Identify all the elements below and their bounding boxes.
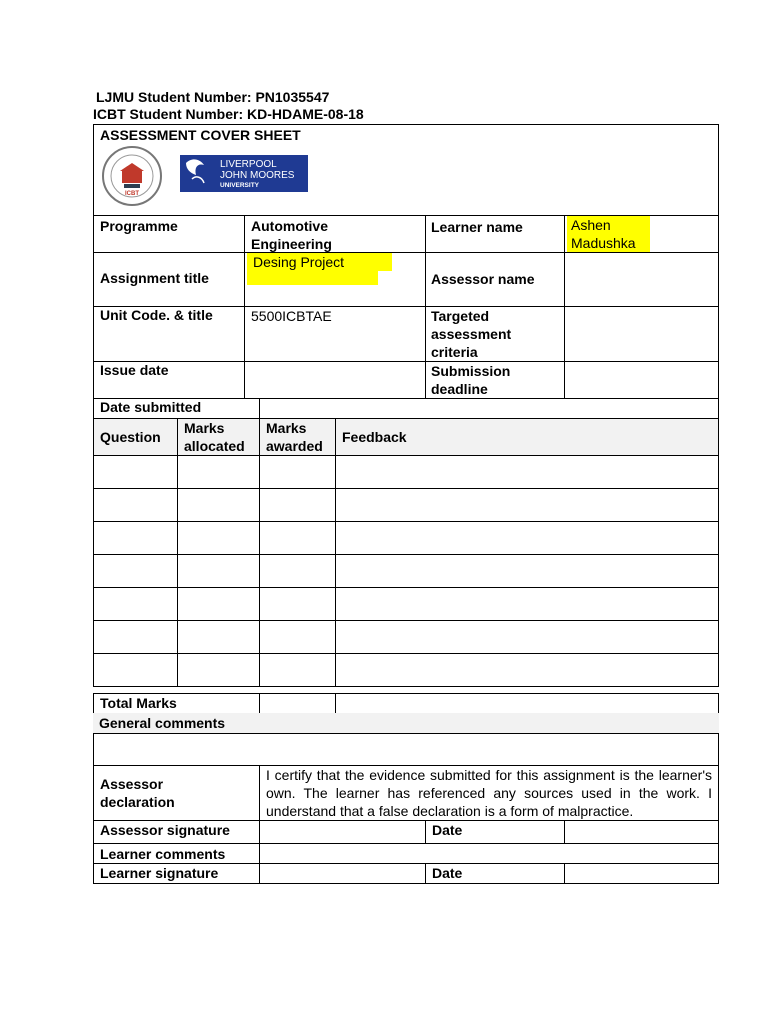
assignment-title-label	[93, 252, 245, 307]
row-question-cell[interactable]	[93, 521, 178, 555]
assessor-name-label-text: Assessor name	[431, 271, 535, 287]
criteria-value[interactable]	[564, 306, 719, 362]
criteria-label-line2: assessment	[431, 326, 512, 342]
row-question-cell[interactable]	[93, 554, 178, 588]
col-awarded-line1: Marks	[266, 420, 307, 436]
col-question	[93, 418, 178, 456]
row-question-cell[interactable]	[93, 488, 178, 522]
row-allocated-cell[interactable]	[177, 521, 260, 555]
programme-value-line2: Engineering	[251, 236, 332, 252]
ljmu-logo	[180, 155, 308, 192]
col-allocated-line2: allocated	[184, 438, 245, 454]
assignment-title-label-text: Assignment title	[100, 270, 209, 286]
icbt-student-number: ICBT Student Number: KD-HDAME-08-18	[93, 106, 364, 122]
learner-signature-value[interactable]	[259, 863, 426, 884]
row-feedback-cell[interactable]	[335, 620, 719, 654]
row-awarded-cell[interactable]	[259, 587, 336, 621]
row-awarded-cell[interactable]	[259, 554, 336, 588]
col-feedback	[335, 418, 719, 456]
date-submitted-value[interactable]	[259, 398, 719, 419]
row-question-cell[interactable]	[93, 455, 178, 489]
learner-name-value	[567, 216, 650, 252]
submission-deadline-value[interactable]	[564, 361, 719, 399]
row-allocated-cell[interactable]	[177, 653, 260, 687]
learner-name-line1: Ashen	[571, 217, 611, 233]
assessor-name-value[interactable]	[564, 252, 719, 307]
row-awarded-cell[interactable]	[259, 521, 336, 555]
learner-date-label: Date	[425, 863, 565, 884]
row-question-cell[interactable]	[93, 587, 178, 621]
ljmu-logo-line1: LIVERPOOL	[220, 159, 277, 170]
row-feedback-cell[interactable]	[335, 455, 719, 489]
issue-date-label: Issue date	[93, 361, 245, 399]
row-feedback-cell[interactable]	[335, 653, 719, 687]
learner-name-label: Learner name	[425, 215, 565, 253]
programme-value-line1: Automotive	[251, 218, 328, 234]
ljmu-logo-line2: JOHN MOORES	[220, 170, 295, 181]
row-allocated-cell[interactable]	[177, 587, 260, 621]
row-awarded-cell[interactable]	[259, 455, 336, 489]
row-feedback-cell[interactable]	[335, 554, 719, 588]
col-question-text: Question	[100, 429, 161, 445]
ljmu-student-number: LJMU Student Number: PN1035547	[96, 89, 330, 105]
row-allocated-cell[interactable]	[177, 488, 260, 522]
total-marks-blank	[335, 693, 719, 714]
criteria-label	[425, 306, 565, 362]
row-question-cell[interactable]	[93, 653, 178, 687]
learner-date-value[interactable]	[564, 863, 719, 884]
programme-value	[244, 215, 426, 253]
total-marks-allocated[interactable]	[259, 693, 336, 714]
assignment-title-value: Desing Project	[247, 253, 392, 271]
col-allocated-line1: Marks	[184, 420, 225, 436]
general-comments-value[interactable]	[93, 733, 719, 766]
col-marks-allocated	[177, 418, 260, 456]
submission-label-line1: Submission	[431, 363, 511, 379]
row-question-cell[interactable]	[93, 620, 178, 654]
issue-date-value[interactable]	[244, 361, 426, 399]
total-marks-label: Total Marks	[93, 693, 260, 714]
col-marks-awarded	[259, 418, 336, 456]
assignment-title-highlight-2	[247, 271, 378, 285]
unit-code-label: Unit Code. & title	[93, 306, 245, 362]
ljmu-logo-line3: UNIVERSITY	[220, 182, 260, 189]
row-awarded-cell[interactable]	[259, 653, 336, 687]
criteria-label-line3: criteria	[431, 344, 478, 360]
icbt-logo-text: ICBT	[125, 191, 139, 197]
col-feedback-text: Feedback	[342, 429, 407, 445]
learner-name-line2: Madushka	[571, 235, 636, 251]
row-allocated-cell[interactable]	[177, 455, 260, 489]
assessor-name-label	[425, 252, 565, 307]
date-submitted-label: Date submitted	[93, 398, 260, 419]
learner-comments-value[interactable]	[259, 843, 719, 864]
assignment-title-cell	[244, 252, 426, 307]
criteria-label-line1: Targeted	[431, 308, 490, 324]
assessor-date-value[interactable]	[564, 820, 719, 844]
general-comments-label: General comments	[93, 713, 719, 734]
submission-deadline-label	[425, 361, 565, 399]
col-awarded-line2: awarded	[266, 438, 323, 454]
row-awarded-cell[interactable]	[259, 488, 336, 522]
assessor-declaration-label	[93, 765, 260, 821]
declaration-label-line1: Assessor	[100, 776, 164, 792]
assessor-signature-value[interactable]	[259, 820, 426, 844]
icbt-logo	[100, 145, 164, 207]
assessor-signature-label: Assessor signature	[93, 820, 260, 844]
learner-name-cell	[564, 215, 719, 253]
row-feedback-cell[interactable]	[335, 488, 719, 522]
learner-signature-label: Learner signature	[93, 863, 260, 884]
assessor-date-label: Date	[425, 820, 565, 844]
row-allocated-cell[interactable]	[177, 554, 260, 588]
declaration-label-line2: declaration	[100, 794, 175, 810]
row-awarded-cell[interactable]	[259, 620, 336, 654]
assessor-declaration-text: I certify that the evidence submitted for this assignment is the learner's own. The learner has referenced any sources used in the work. I understand that a false declaration is a form of malpractice.	[259, 765, 719, 821]
row-allocated-cell[interactable]	[177, 620, 260, 654]
row-feedback-cell[interactable]	[335, 587, 719, 621]
row-feedback-cell[interactable]	[335, 521, 719, 555]
programme-label: Programme	[93, 215, 245, 253]
unit-code-value: 5500ICBTAE	[244, 306, 426, 362]
cover-sheet-title: ASSESSMENT COVER SHEET	[100, 127, 301, 143]
submission-label-line2: deadline	[431, 381, 488, 397]
learner-comments-label: Learner comments	[93, 843, 260, 864]
